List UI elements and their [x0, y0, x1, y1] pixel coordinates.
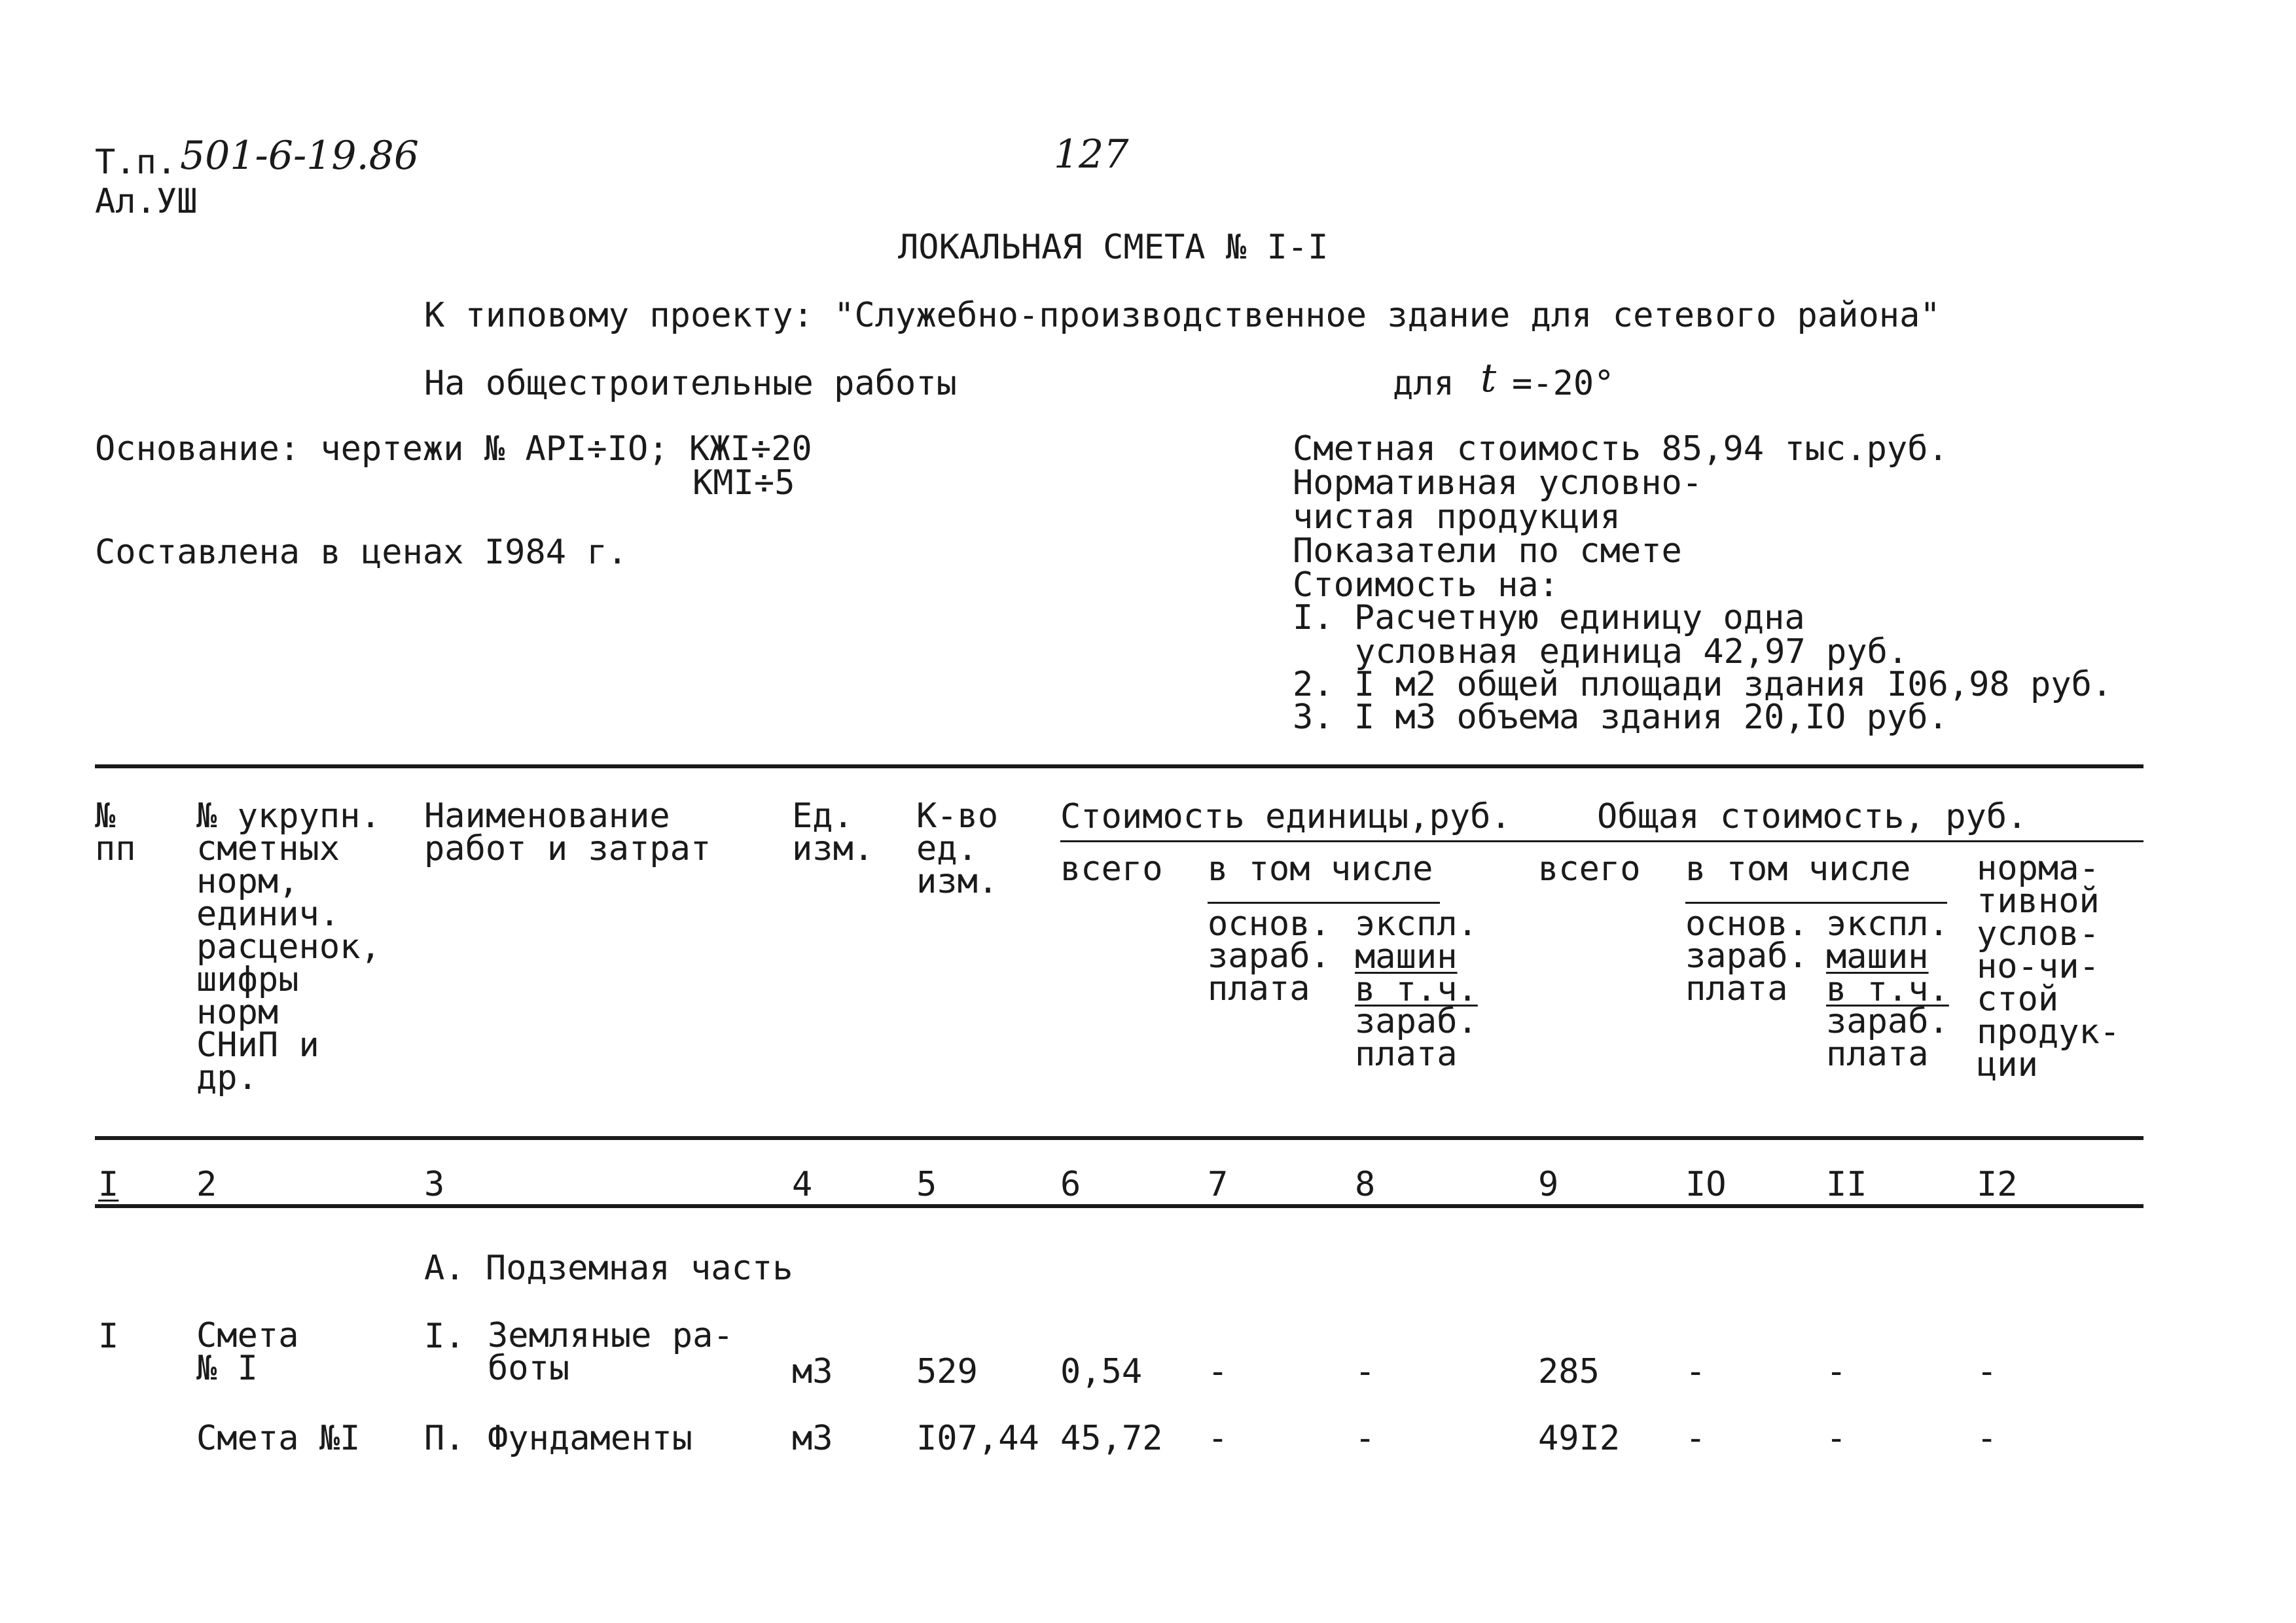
row2-unit-wage: -: [1208, 1419, 1229, 1458]
indicator-item-2: 2. I м2 общей площади здания I06,98 руб.: [1293, 665, 2113, 704]
header-total-incl: в том числе: [1685, 849, 1911, 889]
header-unit-cost-group: Стоимость единицы,руб.: [1060, 797, 1511, 836]
temperature-symbol: t: [1480, 355, 1497, 401]
header-unit-total: всего: [1060, 849, 1163, 889]
row2-total: 49I2: [1538, 1419, 1621, 1458]
header-unit-wage: основ.: [1208, 904, 1331, 944]
column-number-10: IO: [1685, 1165, 1727, 1204]
row1-total-mach: -: [1826, 1352, 1847, 1391]
header-total-mach-incl: в т.ч.: [1826, 970, 1949, 1009]
project-line: К типовому проекту: "Служебно-производственное здание для сетевого района": [424, 296, 1941, 335]
header-row-number: № пп: [95, 796, 136, 868]
indicators-label: Показатели по смете: [1293, 531, 1682, 571]
row1-total: 285: [1538, 1352, 1600, 1391]
row1-code: Смета № I: [196, 1316, 299, 1388]
indicator-item-1b: условная единица 42,97 руб.: [1355, 632, 1909, 671]
row2-code: Смета №I: [196, 1419, 361, 1458]
column-number-8: 8: [1355, 1165, 1376, 1204]
header-total-mach-machines: машин: [1826, 937, 1929, 976]
column-number-7: 7: [1208, 1165, 1229, 1204]
normative-product-2: чистая продукция: [1293, 497, 1621, 537]
colnum-bottom-rule: [95, 1204, 2144, 1208]
row1-unit-total: 0,54: [1060, 1352, 1143, 1391]
row1-total-wage: -: [1685, 1352, 1706, 1391]
row2-total-wage: -: [1685, 1419, 1706, 1458]
column-number-2: 2: [196, 1165, 217, 1204]
header-net-product: норма- тивной услов- но-чи- стой продук- ции: [1977, 849, 2121, 1084]
row1-name: Земляные ра- боты: [488, 1316, 734, 1388]
normative-product-1: Нормативная условно-: [1293, 463, 1703, 503]
header-total-total: всего: [1538, 849, 1641, 889]
row2-quantity: I07,44: [916, 1419, 1039, 1458]
page-number: 127: [1054, 132, 1129, 177]
section-title: А. Подземная часть: [424, 1249, 793, 1288]
header-unit: Ед. изм.: [792, 796, 874, 868]
header-total-mach: экспл.: [1826, 904, 1949, 944]
header-unit-mach-wage: зараб. плата: [1355, 1002, 1478, 1074]
row1-name-number: I.: [424, 1317, 465, 1356]
column-number-11: II: [1826, 1165, 1867, 1204]
column-number-5: 5: [916, 1165, 937, 1204]
estimated-cost: Сметная стоимость 85,94 тыс.руб.: [1293, 429, 1948, 469]
header-total-cost-group: Общая стоимость, руб.: [1597, 797, 2028, 836]
header-unit-mach-machines: машин: [1355, 937, 1458, 976]
row1-total-net: -: [1977, 1352, 1998, 1391]
cost-on-label: Стоимость на:: [1293, 565, 1559, 605]
temperature-prefix: для: [1393, 364, 1454, 403]
column-number-12: I2: [1977, 1165, 2018, 1204]
indicator-item-1a: I. Расчетную единицу одна: [1293, 598, 1805, 637]
row2-unit: м3: [792, 1419, 833, 1458]
row1-unit-mach: -: [1355, 1352, 1376, 1391]
indicator-item-3: 3. I м3 объема здания 20,IO руб.: [1293, 698, 1948, 737]
subgroup-rule-total: [1685, 902, 1947, 904]
header-norm-code: № укрупн. сметных норм, единич. расценок, шифры норм СНиП и др.: [196, 796, 381, 1097]
row2-name: Фундаменты: [488, 1419, 693, 1458]
row1-number: I: [98, 1317, 119, 1356]
prices-year: Составлена в ценах I984 г.: [95, 533, 628, 572]
header-total-wage-rest: зараб. плата: [1685, 936, 1808, 1008]
album-label: Ал.УШ: [95, 182, 198, 221]
basis-drawings: Основание: чертежи № АРI÷IO; КЖI÷20: [95, 429, 812, 469]
document-title: ЛОКАЛЬНАЯ СМЕТА № I-I: [898, 228, 1329, 267]
header-quantity: К-во ед. изм.: [916, 796, 999, 901]
column-number-6: 6: [1060, 1165, 1081, 1204]
tp-number: 501-6-19.86: [180, 133, 420, 179]
basis-drawings-km: КМI÷5: [692, 463, 795, 503]
header-unit-mach-incl: в т.ч.: [1355, 970, 1478, 1009]
row2-unit-total: 45,72: [1060, 1419, 1163, 1458]
row1-quantity: 529: [916, 1352, 978, 1391]
row2-total-net: -: [1977, 1419, 1998, 1458]
table-top-rule: [95, 764, 2144, 768]
temperature-value: =-20°: [1512, 364, 1615, 403]
header-work-name: Наименование работ и затрат: [424, 796, 711, 868]
tp-prefix: Т.п.: [95, 143, 177, 182]
header-total-wage: основ.: [1685, 904, 1808, 944]
header-unit-incl: в том числе: [1208, 849, 1433, 889]
header-total-mach-wage: зараб. плата: [1826, 1002, 1949, 1074]
row1-unit: м3: [792, 1352, 833, 1391]
header-unit-wage-rest: зараб. плата: [1208, 936, 1331, 1008]
column-number-9: 9: [1538, 1165, 1559, 1204]
row2-unit-mach: -: [1355, 1419, 1376, 1458]
works-type: На общестроительные работы: [424, 364, 957, 403]
row1-unit-wage: -: [1208, 1352, 1229, 1391]
row2-name-number: П.: [424, 1419, 465, 1458]
column-number-3: 3: [424, 1165, 445, 1204]
column-number-1: I: [98, 1165, 119, 1204]
column-number-4: 4: [792, 1165, 813, 1204]
header-bottom-rule: [95, 1136, 2144, 1140]
row2-total-mach: -: [1826, 1419, 1847, 1458]
group-underline-rule: [1060, 840, 2144, 842]
header-unit-mach: экспл.: [1355, 904, 1478, 944]
subgroup-rule-unit: [1208, 902, 1440, 904]
